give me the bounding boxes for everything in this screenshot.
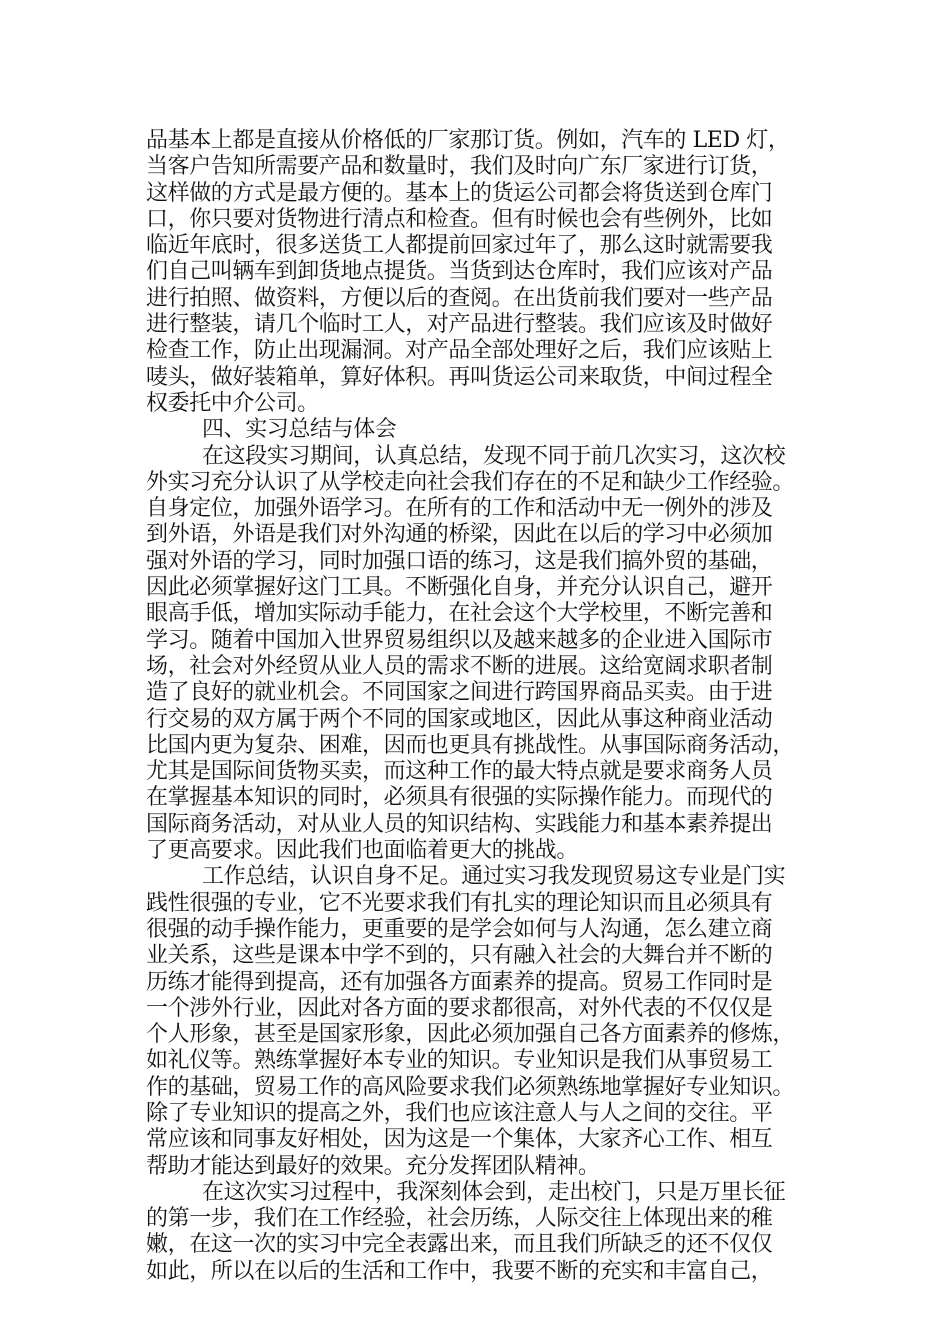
text-line: 当客户告知所需要产品和数量时，我们及时向广东厂家进行订货， <box>146 154 773 180</box>
text-line: 很强的动手操作能力，更重要的是学会如何与人沟通，怎么建立商 <box>146 916 773 942</box>
text-line: 践性很强的专业，它不光要求我们有扎实的理论知识而且必须具有 <box>146 890 773 916</box>
text-line: 比国内更为复杂、困难，因而也更具有挑战性。从事国际商务活动， <box>146 732 795 758</box>
text-line: 品基本上都是直接从价格低的厂家那订货。例如，汽车的 LED 灯， <box>146 128 790 153</box>
text-line: 权委托中介公司。 <box>146 390 319 416</box>
text-line: 如礼仪等。熟练掌握好本专业的知识。专业知识是我们从事贸易工 <box>146 1048 773 1074</box>
text-line: 常应该和同事友好相处，因为这是一个集体，大家齐心工作、相互 <box>146 1127 773 1153</box>
text-line: 工作总结，认识自身不足。通过实习我发现贸易这专业是门实 <box>202 864 786 890</box>
text-line: 自身定位，加强外语学习。在所有的工作和活动中无一例外的涉及 <box>146 496 773 522</box>
text-line: 的第一步，我们在工作经验，社会历练，人际交往上体现出来的稚 <box>146 1206 773 1232</box>
text-line: 在这段实习期间，认真总结，发现不同于前几次实习，这次校 <box>202 443 786 469</box>
text-line: 场，社会对外经贸从业人员的需求不断的进展。这给宽阔求职者制 <box>146 653 773 679</box>
text-line: 临近年底时，很多送货工人都提前回家过年了，那么这时就需要我 <box>146 233 773 259</box>
text-line: 一个涉外行业，因此对各方面的要求都很高，对外代表的不仅仅是 <box>146 995 773 1021</box>
text-line: 检查工作，防止出现漏洞。对产品全部处理好之后，我们应该贴上 <box>146 338 773 364</box>
document-page <box>146 128 814 1285</box>
text-line: 如此，所以在以后的生活和工作中，我要不断的充实和丰富自己， <box>146 1258 773 1284</box>
text-line: 唛头，做好装箱单，算好体积。再叫货运公司来取货，中间过程全 <box>146 364 773 390</box>
text-line: 因此必须掌握好这门工具。不断强化自身，并充分认识自己，避开 <box>146 575 773 601</box>
text-line: 除了专业知识的提高之外，我们也应该注意人与人之间的交往。平 <box>146 1100 773 1126</box>
text-line: 造了良好的就业机会。不同国家之间进行跨国界商品买卖。由于进 <box>146 680 773 706</box>
text-line: 到外语，外语是我们对外沟通的桥梁，因此在以后的学习中必须加 <box>146 522 773 548</box>
text-line: 学习。随着中国加入世界贸易组织以及越来越多的企业进入国际市 <box>146 627 773 653</box>
text-line: 们自己叫辆车到卸货地点提货。当货到达仓库时，我们应该对产品 <box>146 259 773 285</box>
text-line: 个人形象，甚至是国家形象，因此必须加强自己各方面素养的修炼， <box>146 1022 795 1048</box>
text-line: 业关系，这些是课本中学不到的，只有融入社会的大舞台并不断的 <box>146 943 773 969</box>
text-line: 行交易的双方属于两个不同的国家或地区，因此从事这种商业活动 <box>146 706 773 732</box>
text-line: 四、实习总结与体会 <box>202 417 397 443</box>
text-line: 这样做的方式是最方便的。基本上的货运公司都会将货送到仓库门 <box>146 180 773 206</box>
text-line: 眼高手低，增加实际动手能力，在社会这个大学校里，不断完善和 <box>146 601 773 627</box>
text-line: 在掌握基本知识的同时，必须具有很强的实际操作能力。而现代的 <box>146 785 773 811</box>
text-line: 帮助才能达到最好的效果。充分发挥团队精神。 <box>146 1153 600 1179</box>
text-line: 在这次实习过程中，我深刻体会到，走出校门，只是万里长征 <box>202 1179 786 1205</box>
text-line: 外实习充分认识了从学校走向社会我们存在的不足和缺少工作经验。 <box>146 469 795 495</box>
text-line: 了更高要求。因此我们也面临着更大的挑战。 <box>146 838 579 864</box>
text-line: 口，你只要对货物进行清点和检查。但有时候也会有些例外，比如 <box>146 206 773 232</box>
text-line: 进行整装，请几个临时工人，对产品进行整装。我们应该及时做好 <box>146 312 773 338</box>
text-line: 作的基础，贸易工作的高风险要求我们必须熟练地掌握好专业知识。 <box>146 1074 795 1100</box>
text-line: 强对外语的学习，同时加强口语的练习，这是我们搞外贸的基础， <box>146 548 773 574</box>
text-line: 进行拍照、做资料，方便以后的查阅。在出货前我们要对一些产品 <box>146 285 773 311</box>
text-line: 国际商务活动，对从业人员的知识结构、实践能力和基本素养提出 <box>146 811 773 837</box>
text-line: 尤其是国际间货物买卖，而这种工作的最大特点就是要求商务人员 <box>146 759 773 785</box>
text-line: 嫩，在这一次的实习中完全表露出来，而且我们所缺乏的还不仅仅 <box>146 1232 773 1258</box>
text-line: 历练才能得到提高，还有加强各方面素养的提高。贸易工作同时是 <box>146 969 773 995</box>
